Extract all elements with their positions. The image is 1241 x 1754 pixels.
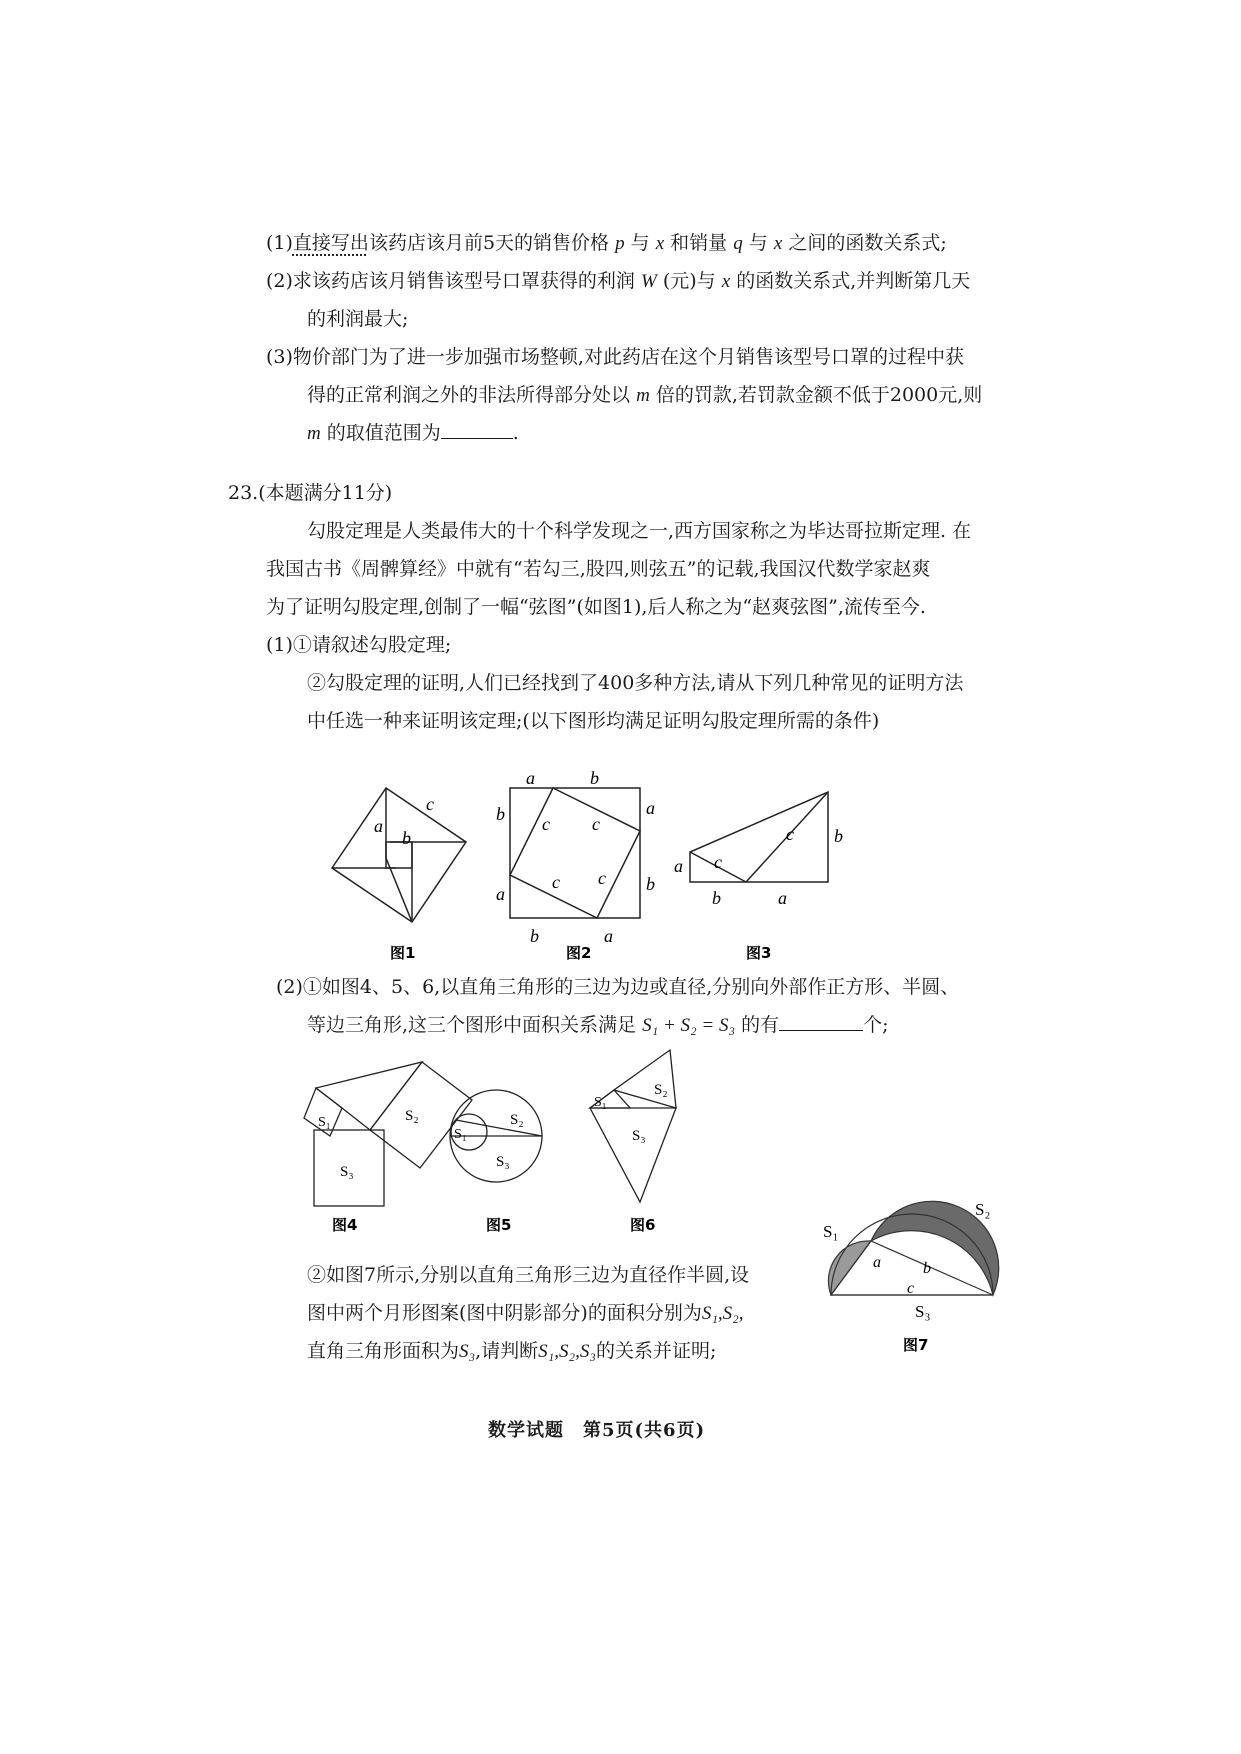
figure-2 xyxy=(510,788,640,918)
q23-part1b-line2: 中任选一种来证明该定理;(以下图形均满足证明勾股定理所需的条件) xyxy=(307,710,880,732)
fig6-caption: 图6 xyxy=(630,1216,656,1234)
figure-6 xyxy=(590,1050,676,1202)
fig7-label-b: b xyxy=(923,1260,931,1277)
figure-7 xyxy=(815,1195,1015,1355)
fig5-label-s1: S₁ xyxy=(454,1127,467,1142)
figures-4-6 xyxy=(300,1040,790,1240)
fig7-caption: 图7 xyxy=(903,1336,929,1354)
fig7-label-a: a xyxy=(873,1254,881,1271)
fig2-label-a-right: a xyxy=(646,798,655,818)
fig2-label-c1: c xyxy=(542,814,550,834)
q22-part2: (2)求该药店该月销售该型号口罩获得的利润 W (元)与 x 的函数关系式,并判断第几天 xyxy=(266,270,971,292)
figures-1-3 xyxy=(330,770,910,970)
fig2-label-a-left: a xyxy=(496,884,505,904)
fig6-label-s2: S₂ xyxy=(654,1082,668,1098)
q23-part2b-line1: ②如图7所示,分别以直角三角形三边为直径作半圆,设 xyxy=(307,1264,750,1286)
fig2-label-a-bottom: a xyxy=(604,926,613,946)
q23-part2b-line3: 直角三角形面积为S₃,请判断S₁,S₂,S₃的关系并证明; xyxy=(307,1340,717,1362)
q22-part3-line2: 得的正常利润之外的非法所得部分处以 m 倍的罚款,若罚款金额不低于2000元,则 xyxy=(307,384,983,406)
q23-header: 23.(本题满分11分) xyxy=(228,482,393,504)
q23-part2b-line2: 图中两个月形图案(图中阴影部分)的面积分别为S₁,S₂, xyxy=(307,1302,744,1324)
fig2-label-b-right: b xyxy=(646,874,655,894)
fig1-label-a: a xyxy=(374,816,383,836)
fig2-label-b-top: b xyxy=(590,770,599,788)
fig1-label-b: b xyxy=(402,828,411,848)
fig6-label-s3: S₃ xyxy=(632,1128,646,1144)
fig3-label-c1: c xyxy=(714,852,722,872)
fig2-label-c4: c xyxy=(598,868,606,888)
fig1-caption: 图1 xyxy=(390,944,416,962)
fig2-label-c2: c xyxy=(592,814,600,834)
fig7-label-c: c xyxy=(907,1280,915,1297)
fig7-label-s2: S₂ xyxy=(975,1200,991,1219)
fig5-label-s2: S₂ xyxy=(510,1112,524,1128)
fig4-label-s3: S₃ xyxy=(340,1164,354,1180)
fig2-caption: 图2 xyxy=(566,944,592,962)
q22-part3-line3: m 的取值范围为 . xyxy=(307,422,519,444)
page-footer: 数学试题 第5页(共6页) xyxy=(488,1420,706,1441)
fig4-label-s1: S₁ xyxy=(318,1115,331,1130)
fig2-label-b-left: b xyxy=(496,804,505,824)
fig5-caption: 图5 xyxy=(486,1216,512,1234)
fig1-label-c: c xyxy=(426,794,434,814)
fig3-label-b-bottom: b xyxy=(712,888,721,908)
figure-4 xyxy=(304,1062,472,1206)
fig2-label-a-top: a xyxy=(526,770,535,788)
fig7-label-s1: S₁ xyxy=(823,1222,839,1241)
q23-part2a-line1: (2)①如图4、5、6,以直角三角形的三边为边或直径,分别向外部作正方形、半圆、 xyxy=(276,976,960,998)
answer-blank-count[interactable] xyxy=(779,1012,863,1031)
figure-3 xyxy=(690,792,828,882)
fig5-label-s3: S₃ xyxy=(496,1154,510,1170)
fig6-label-s1: S₁ xyxy=(594,1095,607,1110)
answer-blank[interactable] xyxy=(441,420,513,439)
q22-part1: (1)直接写出该药店该月前5天的销售价格 p 与 x 和销量 q 与 x 之间的函数关系式; xyxy=(266,232,947,254)
q23-intro-line3: 为了证明勾股定理,创制了一幅“弦图”(如图1),后人称之为“赵爽弦图”,流传至今. xyxy=(266,596,926,618)
fig4-label-s2: S₂ xyxy=(405,1108,419,1124)
fig3-label-a-left: a xyxy=(674,856,683,876)
fig4-caption: 图4 xyxy=(332,1216,358,1234)
q22-part3: (3)物价部门为了进一步加强市场整顿,对此药店在这个月销售该型号口罩的过程中获 xyxy=(266,346,964,368)
figure-1 xyxy=(332,788,466,922)
fig7-label-s3: S₃ xyxy=(915,1302,931,1321)
q23-part1a: (1)①请叙述勾股定理; xyxy=(266,634,452,656)
q23-part2a-line2: 等边三角形,这三个图形中面积关系满足 S₁ + S₂ = S₃ 的有 个; xyxy=(307,1014,889,1036)
fig2-label-b-bottom: b xyxy=(530,926,539,946)
fig3-label-c2: c xyxy=(786,824,794,844)
fig3-label-b-right: b xyxy=(834,826,843,846)
fig1-outer-square xyxy=(332,788,466,922)
q23-part1b-line1: ②勾股定理的证明,人们已经找到了400多种方法,请从下列几种常见的证明方法 xyxy=(307,672,964,694)
fig3-caption: 图3 xyxy=(746,944,772,962)
q23-intro-line1: 勾股定理是人类最伟大的十个科学发现之一,西方国家称之为毕达哥拉斯定理. 在 xyxy=(307,520,972,542)
q22-part2-line2: 的利润最大; xyxy=(307,308,409,330)
fig3-label-a-bottom: a xyxy=(778,888,787,908)
fig2-label-c3: c xyxy=(552,872,560,892)
q23-intro-line2: 我国古书《周髀算经》中就有“若勾三,股四,则弦五”的记载,我国汉代数学家赵爽 xyxy=(266,558,931,580)
